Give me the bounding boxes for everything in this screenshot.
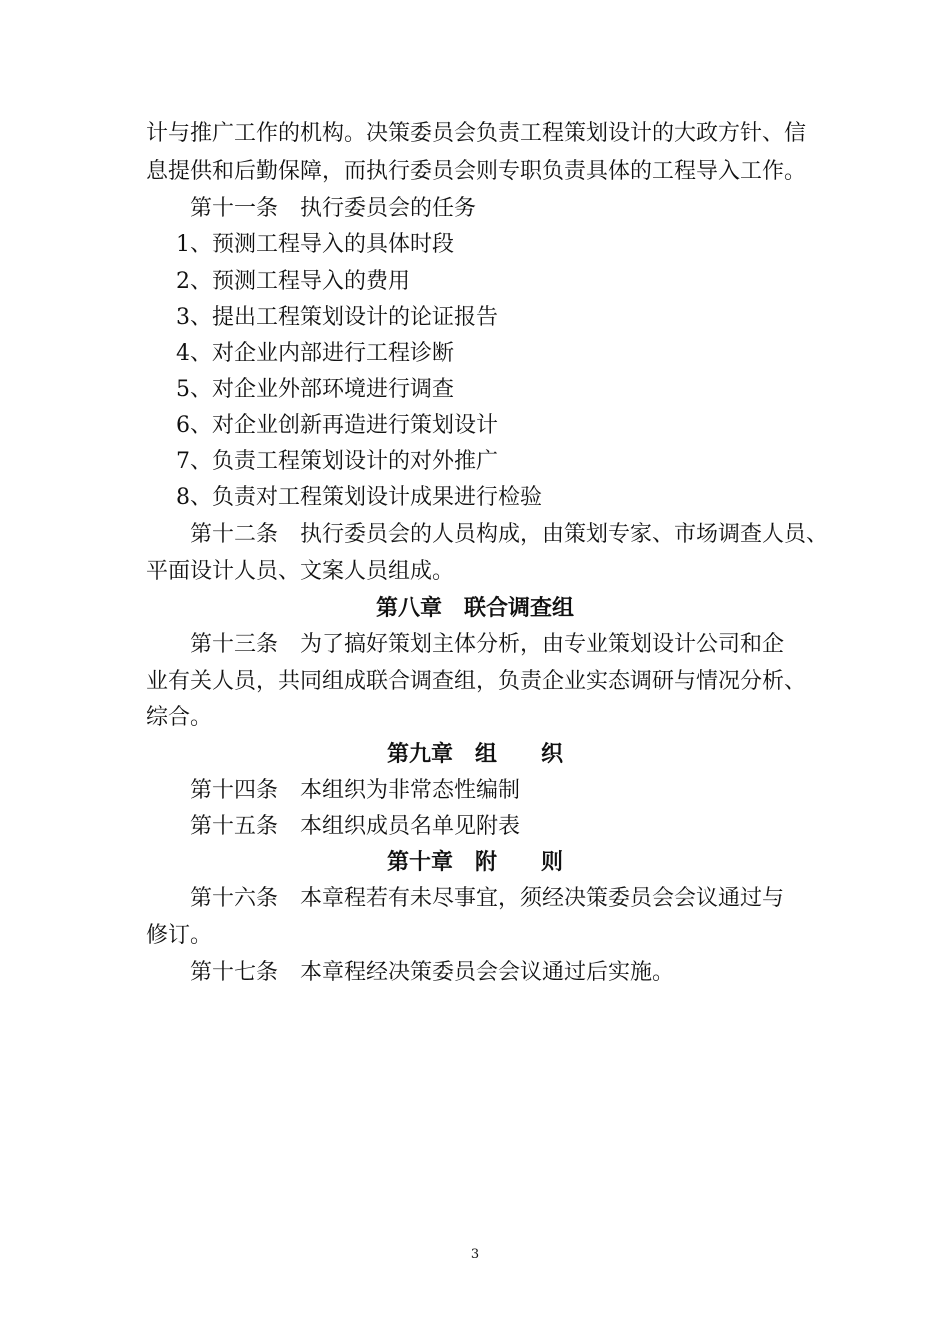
article-17-text: 第十七条 本章程经决策委员会会议通过后实施。 (190, 960, 675, 985)
article-16-text: 第十六条 本章程若有未尽事宜，须经决策委员会会议通过与 (190, 886, 785, 911)
article-13-text: 第十三条 为了搞好策划主体分析，由专业策划设计公司和企 (190, 632, 785, 657)
list-item: 2、预测工程导入的费用 (176, 269, 410, 294)
body-text-line: 平面设计人员、文案人员组成。 (146, 559, 455, 584)
list-item: 3、提出工程策划设计的论证报告 (176, 305, 498, 330)
chapter-8-heading: 第八章 联合调查组 (375, 596, 574, 621)
body-text-line: 息提供和后勤保障，而执行委员会则专职负责具体的工程导入工作。 (146, 159, 807, 184)
list-item: 7、负责工程策划设计的对外推广 (176, 449, 498, 474)
body-text-line: 计与推广工作的机构。决策委员会负责工程策划设计的大政方针、信 (146, 121, 807, 146)
chapter-9-heading: 第九章 组 织 (386, 742, 563, 767)
body-text-line: 综合。 (146, 705, 213, 730)
list-item: 1、预测工程导入的具体时段 (176, 232, 454, 257)
list-item: 5、对企业外部环境进行调查 (176, 377, 454, 402)
article-11-title: 第十一条 执行委员会的任务 (190, 196, 477, 221)
list-item: 8、负责对工程策划设计成果进行检验 (176, 485, 542, 510)
page-number: 3 (470, 1247, 480, 1262)
body-text-line: 业有关人员，共同组成联合调查组，负责企业实态调研与情况分析、 (146, 669, 807, 694)
article-15-text: 第十五条 本组织成员名单见附表 (190, 814, 521, 839)
list-item: 4、对企业内部进行工程诊断 (176, 341, 454, 366)
article-12-text: 第十二条 执行委员会的人员构成，由策划专家、市场调查人员、 (190, 522, 829, 547)
chapter-10-heading: 第十章 附 则 (386, 850, 563, 875)
article-14-text: 第十四条 本组织为非常态性编制 (190, 778, 521, 803)
list-item: 6、对企业创新再造进行策划设计 (176, 413, 498, 438)
body-text-line: 修订。 (146, 923, 213, 948)
